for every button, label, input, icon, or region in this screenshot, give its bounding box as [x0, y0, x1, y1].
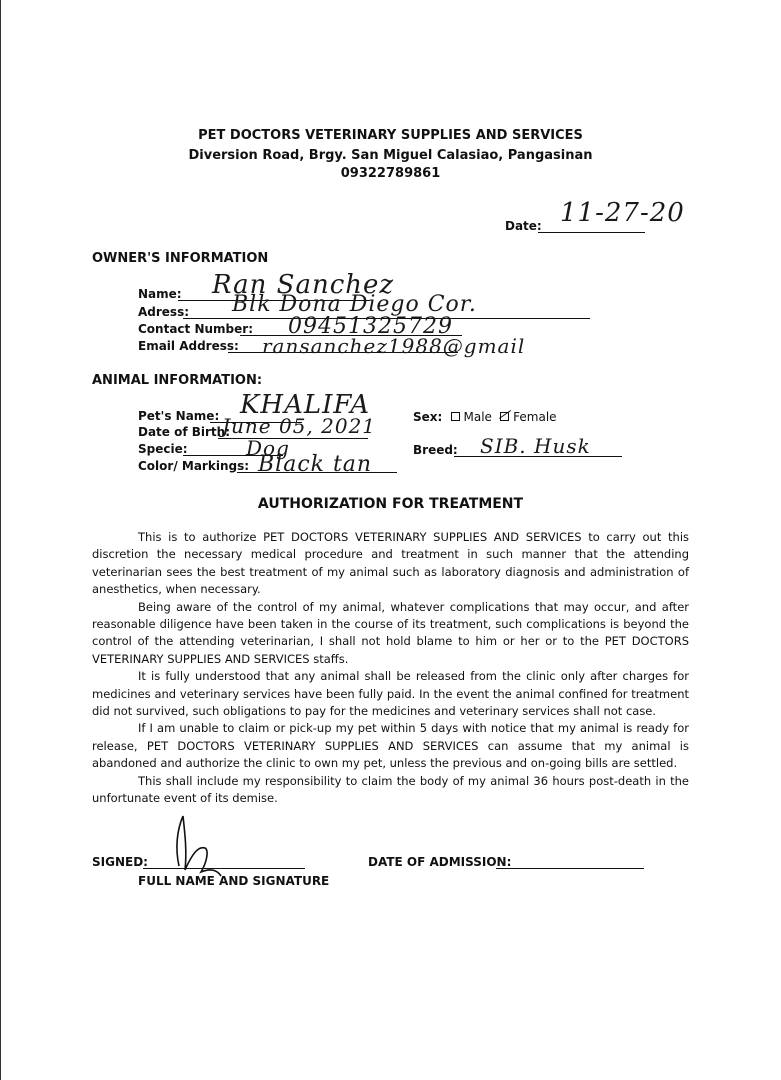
- animal-section-title: ANIMAL INFORMATION:: [92, 373, 263, 388]
- female-check-mark: [499, 410, 511, 419]
- date-of-admission-label: DATE OF ADMISSION:: [368, 855, 512, 869]
- owner-name-value: Ran Sanchez: [212, 270, 395, 300]
- clinic-address: Diversion Road, Brgy. San Miguel Calasiao, Pangasinan: [188, 148, 593, 163]
- specie-value: Dog: [246, 436, 290, 460]
- breed-value: SIB. Husk: [480, 434, 591, 458]
- owner-address-label: Adress:: [138, 305, 190, 319]
- owner-name-label: Name:: [138, 287, 182, 301]
- dob-line: [218, 438, 368, 439]
- signature-line: [143, 868, 305, 869]
- date-label: Date:: [505, 219, 542, 233]
- dob-value: June 05, 2021: [222, 414, 377, 438]
- contact-number-label: Contact Number:: [138, 322, 253, 336]
- female-option-label: Female: [513, 410, 557, 424]
- sex-field: [413, 410, 557, 424]
- signature-caption: FULL NAME AND SIGNATURE: [138, 874, 330, 888]
- breed-label: Breed:: [413, 443, 458, 457]
- male-checkbox[interactable]: [451, 412, 460, 421]
- owner-address-value: Blk Dona Diego Cor.: [232, 292, 477, 317]
- contact-number-value: 09451325729: [288, 314, 453, 339]
- dob-label: Date of Birth:: [138, 425, 231, 439]
- pet-name-value: KHALIFA: [240, 390, 370, 420]
- color-markings-label: Color/ Markings:: [138, 459, 250, 473]
- email-address-value: ransanchez1988@gmail: [262, 334, 526, 358]
- sex-label: Sex:: [413, 410, 443, 424]
- authorization-title: AUTHORIZATION FOR TREATMENT: [257, 496, 524, 512]
- authorization-paragraph: This is to authorize PET DOCTORS VETERINARY SUPPLIES AND SERVICES to carry out this discretion the necessary medical procedure and treatment in such manner that the attending veterinarian sees the best treatment of my animal such as laboratory diagnosis and administration of anesthetics, when necessary.: [92, 530, 689, 597]
- authorization-paragraph: This shall include my responsibility to claim the body of my animal 36 hours post-death in the unfortunate event of its demise.: [92, 773, 689, 806]
- male-option-label: Male: [463, 410, 492, 424]
- pet-name-label: Pet's Name:: [138, 409, 220, 423]
- specie-label: Specie:: [138, 442, 188, 456]
- email-address-label: Email Address:: [138, 339, 239, 353]
- authorization-paragraph: Being aware of the control of my animal, whatever complications that may occur, and after reasonable diligence have been taken in the course of its treatment, such complications is beyond the control of the attending veterinarian, I shall not hold blame to him or her or to the PET DOCTORS VETERINARY SUPPLIES AND SERVICES staffs.: [92, 599, 689, 666]
- signed-label: SIGNED:: [92, 855, 148, 869]
- date-line: [538, 232, 645, 233]
- authorization-paragraph: It is fully understood that any animal shall be released from the clinic only after charges for medicines and veterinary services have been fully paid. In the event the animal confined for treatment did not survived, such obligations to pay for the medicines and veterinary services shall not case.: [92, 669, 689, 719]
- color-markings-value: Black tan: [258, 452, 373, 477]
- date-value: 11-27-20: [560, 198, 685, 228]
- owner-section-title: OWNER'S INFORMATION: [92, 251, 269, 266]
- authorization-body: [92, 529, 689, 808]
- female-checkbox[interactable]: [500, 412, 509, 421]
- authorization-paragraph: If I am unable to claim or pick-up my pet within 5 days with notice that my animal is ready for release, PET DOCTORS VETERINARY SUPPLIES AND SERVICES can assume that my animal is abandoned and authorize the clinic to own my pet, unless the previous and on-going bills are settled.: [92, 721, 689, 771]
- date-of-admission-line: [496, 868, 644, 869]
- clinic-name: PET DOCTORS VETERINARY SUPPLIES AND SERVICES: [198, 128, 583, 143]
- clinic-phone: 09322789861: [340, 166, 441, 181]
